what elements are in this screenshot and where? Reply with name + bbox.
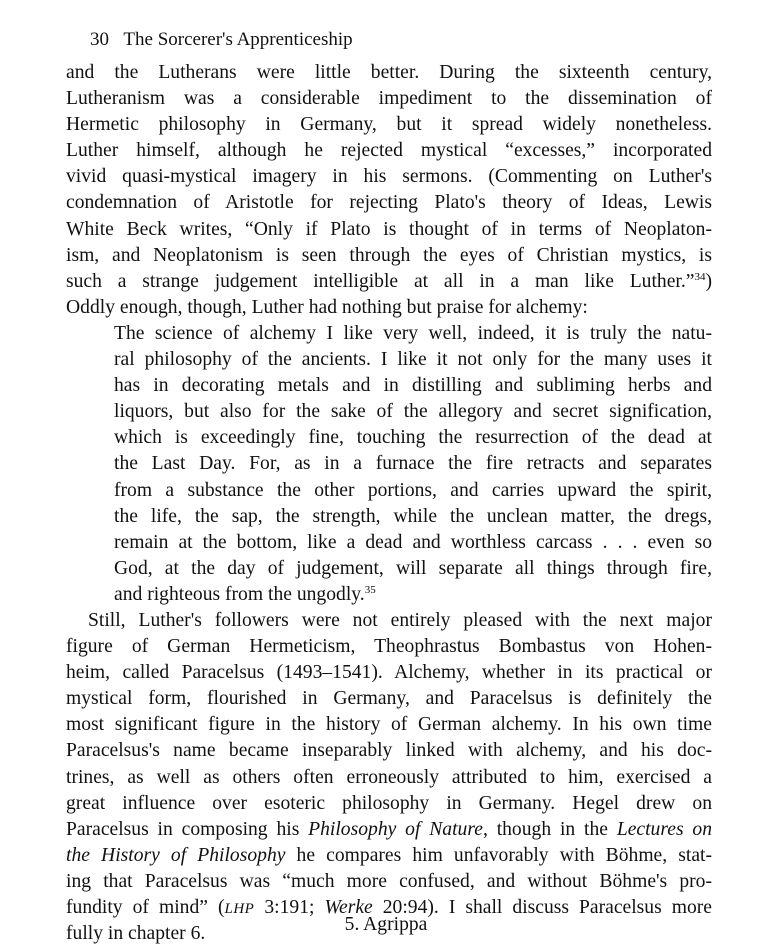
quote-line: The science of alchemy I like very well, indeed, it is truly the natu- bbox=[114, 322, 712, 344]
footnote-ref-35: 35 bbox=[364, 583, 376, 596]
book-title-werke: Werke bbox=[324, 897, 373, 918]
text-line: condemnation of Aristotle for rejecting Plato's theory of Ideas, Lewis bbox=[66, 192, 712, 214]
text-line: and the Lutherans were little better. During the sixteenth century, bbox=[66, 62, 712, 83]
paragraph-1 bbox=[66, 60, 712, 321]
section-heading: 5. Agrippa bbox=[344, 914, 428, 935]
text-line: Oddly enough, though, Luther had nothing but praise for alchemy: bbox=[66, 296, 588, 318]
quote-line: the life, the sap, the strength, while the unclean matter, the dregs, bbox=[114, 505, 712, 527]
book-title-lectures: Lectures on bbox=[616, 818, 713, 840]
line-text: fundity of mind” ( bbox=[66, 897, 225, 918]
text-line: White Beck writes, “Only if Plato is thought of in terms of Neoplaton- bbox=[66, 218, 712, 240]
body-text bbox=[66, 60, 712, 947]
line-text: 20:94). I shall discuss Paracelsus more bbox=[372, 897, 713, 918]
paragraph-2 bbox=[66, 608, 712, 947]
abbreviation-lhp: LHP bbox=[224, 901, 255, 917]
quote-line bbox=[114, 582, 712, 608]
quote-line: from a substance the other portions, and carries upward the spirit, bbox=[114, 479, 712, 501]
quote-line: has in decorating metals and in distilling and subliming herbs and bbox=[114, 375, 712, 397]
text-line bbox=[66, 817, 712, 843]
quote-line: which is exceedingly fine, touching the resurrection of the dead at bbox=[114, 427, 712, 449]
text-line: mystical form, flourished in Germany, and Paracelsus is definitely the bbox=[66, 688, 712, 710]
line-text: he compares him unfavorably with Böhme, stat- bbox=[285, 844, 712, 866]
text-line: fully in chapter 6. bbox=[66, 923, 206, 945]
running-header bbox=[90, 28, 353, 52]
block-quote bbox=[66, 321, 712, 608]
text-line: ism, and Neoplatonism is seen through the eyes of Christian mystics, is bbox=[66, 244, 712, 266]
text-line: Hermetic philosophy in Germany, but it spread widely nonetheless. bbox=[66, 114, 712, 136]
line-text: , though in the bbox=[482, 818, 617, 840]
text-line: Paracelsus's name became inseparably linked with alchemy, and his doc- bbox=[66, 740, 712, 762]
footnote-ref-34: 34 bbox=[694, 270, 706, 283]
text-line: heim, called Paracelsus (1493–1541). Alchemy, whether in its practical or bbox=[66, 662, 712, 684]
text-line: Lutheranism was a considerable impediment to the dissemination of bbox=[66, 88, 712, 110]
book-title-philosophy-of-nature: Philosophy of Nature bbox=[308, 818, 483, 840]
quote-line: liquors, but also for the sake of the allegory and secret signification, bbox=[114, 401, 712, 423]
text-line: Still, Luther's followers were not entirely pleased with the next major bbox=[88, 609, 712, 631]
closing-paren: ) bbox=[705, 270, 712, 292]
text-line: Luther himself, although he rejected mystical “excesses,” incorporated bbox=[66, 140, 712, 162]
quote-line: God, at the day of judgement, will separate all things through fire, bbox=[114, 557, 712, 579]
line-text: such a strange judgement intelligible at all in a man like Luther.” bbox=[66, 270, 695, 292]
quote-line: the Last Day. For, as in a furnace the fire retracts and separates bbox=[114, 453, 712, 475]
text-line: great influence over esoteric philosophy in Germany. Hegel drew on bbox=[66, 792, 712, 814]
text-line: ing that Paracelsus was “much more confused, and without Böhme's pro- bbox=[66, 870, 712, 892]
book-title-history-of-philosophy: the History of Philosophy bbox=[66, 844, 286, 866]
quote-line: ral philosophy of the ancients. I like it not only for the many uses it bbox=[114, 349, 712, 371]
page-number: 30 bbox=[90, 29, 109, 50]
line-text: and righteous from the ungodly. bbox=[114, 583, 365, 605]
line-text: 3:191; bbox=[254, 897, 325, 918]
text-line: vivid quasi-mystical imagery in his sermons. (Commenting on Luther's bbox=[66, 166, 712, 188]
text-line: most significant figure in the history of German alchemy. In his own time bbox=[66, 714, 712, 736]
text-line bbox=[66, 269, 712, 295]
line-text: Paracelsus in composing his bbox=[66, 818, 309, 840]
text-line: figure of German Hermeticism, Theophrastus Bombastus von Hohen- bbox=[66, 636, 712, 658]
quote-line: remain at the bottom, like a dead and worthless carcass . . . even so bbox=[114, 531, 712, 553]
text-line: trines, as well as others often erroneously attributed to him, exercised a bbox=[66, 766, 712, 788]
running-title: The Sorcerer's Apprenticeship bbox=[123, 29, 353, 50]
text-line bbox=[66, 843, 712, 869]
